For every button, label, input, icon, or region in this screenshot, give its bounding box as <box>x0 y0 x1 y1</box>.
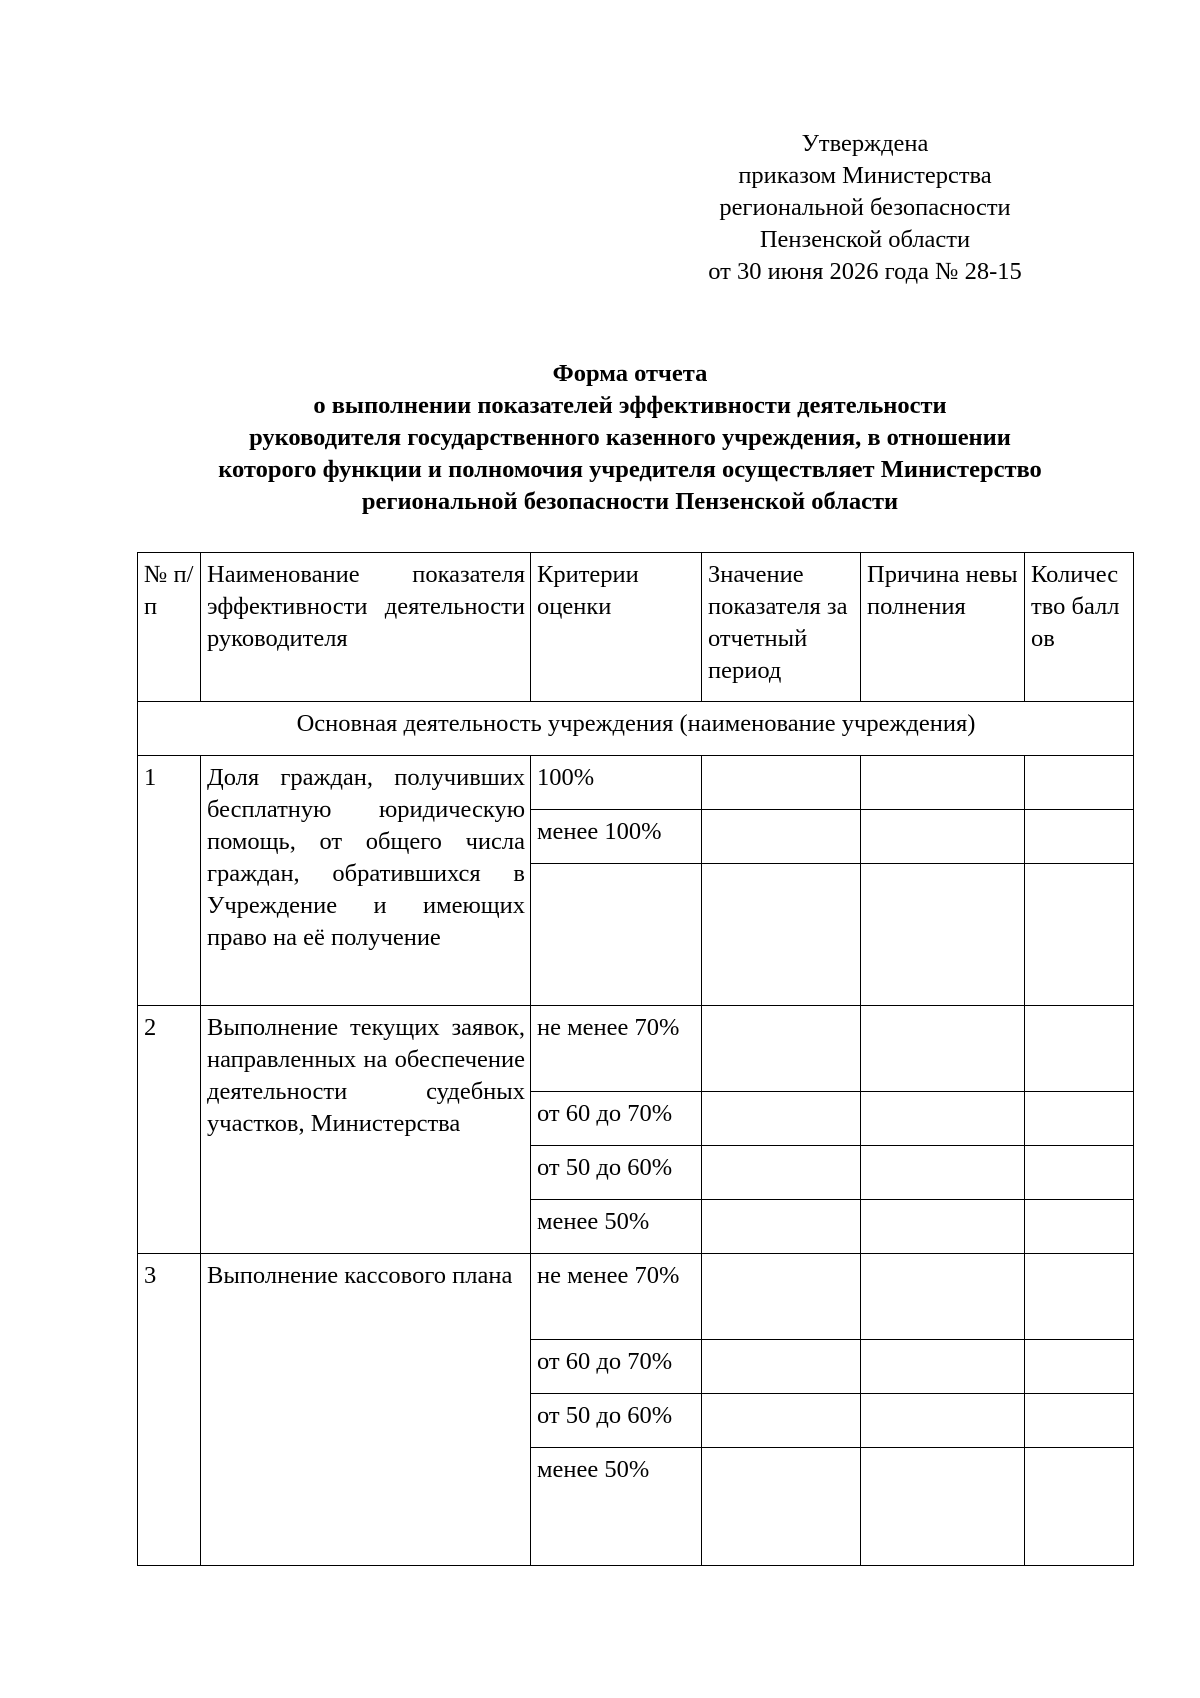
row-indicator: Выполнение кассового плана <box>201 1254 531 1566</box>
criteria-cell <box>531 864 702 1006</box>
title-line: Форма отчета <box>552 360 708 387</box>
row-num: 1 <box>138 756 201 1006</box>
reason-cell <box>861 1146 1025 1200</box>
reason-cell <box>861 1200 1025 1254</box>
approval-line: Утверждена <box>801 130 929 157</box>
report-table <box>137 552 1134 1566</box>
value-cell <box>702 1394 861 1448</box>
reason-cell <box>861 810 1025 864</box>
reason-cell <box>861 1092 1025 1146</box>
table-row <box>138 1006 1134 1092</box>
approval-line: Пензенской области <box>759 226 971 253</box>
section-row <box>138 702 1134 756</box>
row-indicator: Доля граждан, получивших бесплатную юридическую помощь, от общего числа граждан, обратившихся в Учреждение и имеющих право на её получение <box>201 756 531 1006</box>
points-cell <box>1025 810 1134 864</box>
reason-cell <box>861 864 1025 1006</box>
approval-line: приказом Министерства <box>738 162 992 189</box>
criteria-cell: 100% <box>531 756 702 810</box>
row-num: 3 <box>138 1254 201 1566</box>
approval-line: региональной безопасности <box>719 194 1011 221</box>
criteria-cell: от 60 до 70% <box>531 1092 702 1146</box>
points-cell <box>1025 1254 1134 1340</box>
value-cell <box>702 810 861 864</box>
criteria-cell: не менее 70% <box>531 1006 702 1092</box>
header-row <box>138 553 1134 702</box>
points-cell <box>1025 864 1134 1006</box>
criteria-cell: менее 50% <box>531 1448 702 1566</box>
value-cell <box>702 1200 861 1254</box>
row-num: 2 <box>138 1006 201 1254</box>
points-cell <box>1025 1394 1134 1448</box>
section-title: Основная деятельность учреждения (наименование учреждения) <box>138 702 1134 756</box>
criteria-cell: от 50 до 60% <box>531 1394 702 1448</box>
points-cell <box>1025 1340 1134 1394</box>
criteria-cell: не менее 70% <box>531 1254 702 1340</box>
value-cell <box>702 1146 861 1200</box>
approval-date: от 30 июня 2026 года № 28-15 <box>708 258 1022 285</box>
criteria-cell: от 50 до 60% <box>531 1146 702 1200</box>
criteria-cell: менее 100% <box>531 810 702 864</box>
points-cell <box>1025 1146 1134 1200</box>
header-criteria: Критерии оценки <box>531 553 702 702</box>
reason-cell <box>861 1006 1025 1092</box>
table-row <box>138 1254 1134 1340</box>
reason-cell <box>861 1254 1025 1340</box>
value-cell <box>702 1448 861 1566</box>
header-value: Значение показателя за отчетный период <box>702 553 861 702</box>
header-reason: Причина невыполнения <box>861 553 1025 702</box>
title-line: региональной безопасности Пензенской области <box>361 488 899 515</box>
value-cell <box>702 864 861 1006</box>
points-cell <box>1025 756 1134 810</box>
document-title <box>130 358 1130 518</box>
value-cell <box>702 1254 861 1340</box>
criteria-cell: от 60 до 70% <box>531 1340 702 1394</box>
title-line: руководителя государственного казенного учреждения, в отношении <box>249 424 1011 451</box>
value-cell <box>702 1092 861 1146</box>
reason-cell <box>861 1340 1025 1394</box>
approval-stamp <box>680 128 1050 288</box>
header-points: Количество баллов <box>1025 553 1134 702</box>
value-cell <box>702 1006 861 1092</box>
points-cell <box>1025 1200 1134 1254</box>
criteria-cell: менее 50% <box>531 1200 702 1254</box>
reason-cell <box>861 756 1025 810</box>
points-cell <box>1025 1092 1134 1146</box>
header-num: № п/п <box>138 553 201 702</box>
header-indicator: Наименование показателя эффективности деятельности руководителя <box>201 553 531 702</box>
title-line: которого функции и полномочия учредителя осуществляет Министерство <box>218 456 1042 483</box>
row-indicator: Выполнение текущих заявок, направленных на обеспечение деятельности судебных участков, Министерства <box>201 1006 531 1254</box>
reason-cell <box>861 1448 1025 1566</box>
title-line: о выполнении показателей эффективности деятельности <box>313 392 947 419</box>
points-cell <box>1025 1006 1134 1092</box>
table-row <box>138 756 1134 810</box>
value-cell <box>702 756 861 810</box>
value-cell <box>702 1340 861 1394</box>
reason-cell <box>861 1394 1025 1448</box>
points-cell <box>1025 1448 1134 1566</box>
